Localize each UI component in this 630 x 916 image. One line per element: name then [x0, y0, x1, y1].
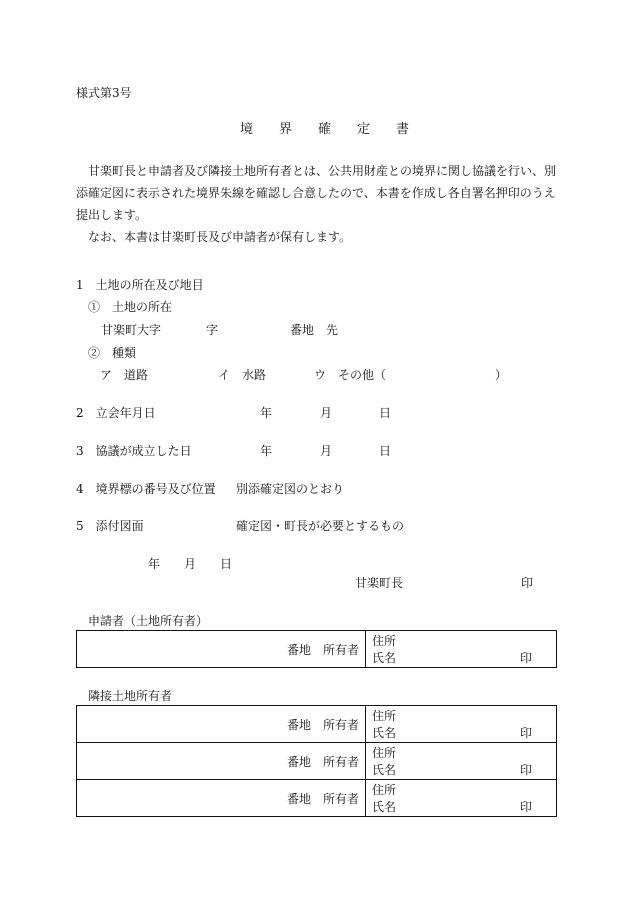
item4-heading: 4 境界標の番号及び位置: [76, 482, 216, 496]
neighbor-banchi-owner[interactable]: 番地 所有者: [77, 743, 366, 780]
table-row: [77, 780, 557, 817]
location-banchi: 番地 先: [290, 323, 339, 337]
item1-kind-label: ② 種類: [88, 346, 137, 360]
item3-day: 日: [379, 444, 392, 458]
kind-waterway: イ 水路: [218, 368, 267, 382]
location-aza: 字: [206, 323, 219, 337]
date-year: 年: [148, 557, 161, 571]
table-row: [77, 706, 557, 743]
mayor-seal: 印: [521, 576, 534, 590]
applicant-table: [76, 630, 557, 668]
date-day: 日: [220, 557, 233, 571]
seal-mark: 印: [519, 763, 532, 777]
date-month: 月: [184, 557, 197, 571]
neighbor-banchi-owner[interactable]: 番地 所有者: [77, 706, 366, 743]
item2-heading: 2 立会年月日: [76, 406, 156, 420]
name-label: 氏名: [372, 726, 397, 740]
name-label: 氏名: [372, 800, 397, 814]
applicant-info-cell[interactable]: [366, 631, 557, 668]
item3-heading: 3 協議が成立した日: [76, 444, 192, 458]
document-title: 境 界 確 定 書: [240, 122, 410, 137]
table-row: [77, 631, 557, 668]
table-row: [77, 743, 557, 780]
kind-other-close: ）: [495, 368, 508, 382]
neighbor-banchi-owner[interactable]: 番地 所有者: [77, 780, 366, 817]
neighbors-table: [76, 705, 557, 817]
address-label: 住所: [372, 783, 397, 797]
name-label: 氏名: [372, 763, 397, 777]
item1-location-label: ① 土地の所在: [88, 300, 173, 314]
neighbors-heading: 隣接土地所有者: [88, 689, 173, 703]
body-paragraph-2: なお、本書は甘楽町長及び申請者が保有します。: [88, 230, 352, 244]
item2-month: 月: [320, 406, 333, 420]
neighbor-info-cell[interactable]: [366, 780, 557, 817]
address-label: 住所: [372, 746, 397, 760]
name-label: 氏名: [372, 651, 397, 665]
applicant-heading: 申請者（土地所有者）: [88, 614, 209, 628]
seal-mark: 印: [519, 726, 532, 740]
applicant-banchi-owner[interactable]: 番地 所有者: [77, 631, 366, 668]
kind-road: ア 道路: [100, 368, 149, 382]
mayor-label: 甘楽町長: [355, 576, 404, 590]
neighbor-info-cell[interactable]: [366, 706, 557, 743]
neighbor-info-cell[interactable]: [366, 743, 557, 780]
body-text: [76, 160, 560, 248]
kind-other: ウ その他（: [314, 368, 387, 382]
address-label: 住所: [372, 709, 397, 723]
seal-mark: 印: [519, 651, 532, 665]
item5-heading: 5 添付図面: [76, 519, 144, 533]
item5-value: 確定図・町長が必要とするもの: [236, 519, 405, 533]
body-paragraph-1: 甘楽町長と申請者及び隣接土地所有者とは、公共用財産との境界に関し協議を行い、別添確定図に表示された境界朱線を確認し合意したので、本書を作成し各自署名押印のうえ提出します。: [76, 164, 557, 222]
form-number: 様式第3号: [76, 86, 132, 100]
item3-year: 年: [260, 444, 273, 458]
seal-mark: 印: [519, 800, 532, 814]
address-label: 住所: [372, 634, 397, 648]
location-oaza: 甘楽町大字: [101, 323, 162, 337]
item2-year: 年: [260, 406, 273, 420]
item2-day: 日: [379, 406, 392, 420]
item4-value: 別添確定図のとおり: [236, 482, 345, 496]
item1-heading: 1 土地の所在及び地目: [76, 278, 204, 292]
item3-month: 月: [320, 444, 333, 458]
